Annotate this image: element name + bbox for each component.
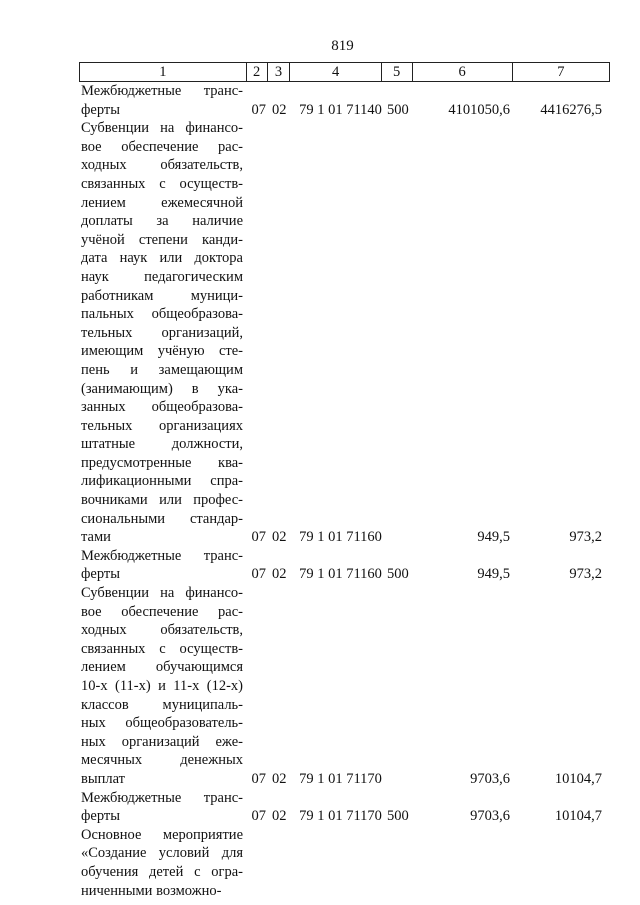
row-name-line: работникам муници-: [81, 287, 243, 304]
row-name-line: месячных денежных: [81, 752, 243, 769]
table-row: [81, 119, 621, 547]
row-values: [243, 101, 602, 120]
cell-c7: 10104,7: [554, 808, 602, 825]
column-header-2: 2: [246, 63, 267, 82]
cell-c4: 79 1 01 71160: [299, 566, 382, 583]
cell-c4: 79 1 01 71140: [299, 101, 382, 118]
cell-c2: 07: [251, 529, 266, 546]
cell-c7: 10104,7: [554, 770, 602, 787]
row-name-line: Межбюджетные транс-: [81, 789, 243, 806]
column-header-6: 6: [412, 63, 512, 82]
row-name-line: 10-х (11-х) и 11-х (12-х): [81, 678, 243, 694]
row-name-line: тельных организациях: [81, 417, 243, 434]
row-name-line: дата наук или доктора: [81, 250, 243, 267]
row-name-line: пень и замещающим: [81, 361, 243, 378]
row-name-line: связанных с осуществ-: [81, 175, 243, 192]
row-name-line: тами: [81, 529, 111, 546]
column-header-1: 1: [80, 63, 247, 82]
row-name: [81, 584, 243, 789]
cell-c4: 79 1 01 71160: [299, 529, 382, 546]
row-name-line: вое обеспечение рас-: [81, 603, 243, 620]
row-name: [81, 547, 243, 584]
column-header-table: [79, 62, 610, 82]
row-name-line: сиональными стандар-: [81, 510, 243, 527]
table-row: [81, 547, 621, 584]
cell-c6: 4101050,6: [448, 101, 510, 118]
row-name-line: лификационными спра-: [81, 473, 243, 490]
row-name-line: Межбюджетные транс-: [81, 547, 243, 564]
table-row: [81, 82, 621, 119]
row-name: [81, 119, 243, 547]
row-name-line: ходных обязательств,: [81, 622, 243, 639]
row-name: [81, 826, 243, 900]
row-name-line: штатные должности,: [81, 436, 243, 453]
row-values: [243, 528, 602, 547]
row-name-line: тельных организаций,: [81, 324, 243, 341]
row-name-line: вое обеспечение рас-: [81, 138, 243, 155]
row-name-line: ферты: [81, 808, 120, 825]
cell-c3: 02: [272, 566, 287, 583]
row-name-line: ферты: [81, 566, 120, 583]
row-name-line: обучения детей с огра-: [81, 863, 243, 880]
column-header-4: 4: [290, 63, 381, 82]
cell-c3: 02: [272, 808, 287, 825]
row-name-line: «Создание условий для: [81, 845, 243, 862]
row-name-line: Межбюджетные транс-: [81, 83, 243, 99]
row-name-line: лением обучающимся: [81, 659, 243, 676]
cell-c6: 9703,6: [470, 808, 510, 825]
row-name-line: учёной степени канди-: [81, 231, 243, 248]
cell-c5: 500: [387, 101, 409, 118]
row-name-line: Субвенции на финансо-: [81, 585, 243, 602]
row-name-line: Основное мероприятие: [81, 826, 243, 843]
cell-c6: 949,5: [477, 566, 510, 583]
row-name-line: (занимающим) в ука-: [81, 380, 243, 397]
budget-table-body: [81, 82, 621, 900]
table-row: [81, 584, 621, 789]
cell-c2: 07: [251, 566, 266, 583]
row-name-line: наук педагогическим: [81, 268, 243, 285]
cell-c6: 949,5: [477, 529, 510, 546]
table-row: [81, 789, 621, 826]
cell-c4: 79 1 01 71170: [299, 808, 382, 825]
row-name-line: ходных обязательств,: [81, 157, 243, 174]
row-name-line: ниченными возможно-: [81, 882, 222, 899]
row-name-line: вочниками или профес-: [81, 492, 243, 509]
cell-c3: 02: [272, 770, 287, 787]
cell-c7: 4416276,5: [540, 101, 602, 118]
cell-c2: 07: [251, 808, 266, 825]
row-name-line: связанных с осуществ-: [81, 640, 243, 657]
row-values: [243, 770, 602, 789]
row-name-line: имеющим учёную сте-: [81, 343, 243, 360]
row-name-line: предусмотренные ква-: [81, 454, 243, 471]
cell-c3: 02: [272, 529, 287, 546]
cell-c7: 973,2: [569, 566, 602, 583]
row-name-line: Субвенции на финансо-: [81, 120, 243, 137]
cell-c3: 02: [272, 101, 287, 118]
column-header-5: 5: [381, 63, 412, 82]
cell-c5: [384, 770, 420, 789]
page-number: 819: [331, 38, 354, 54]
cell-c7: 973,2: [569, 529, 602, 546]
row-name-line: классов муниципаль-: [81, 696, 243, 713]
row-name-line: ферты: [81, 101, 120, 118]
cell-c6: 9703,6: [470, 770, 510, 787]
column-header-3: 3: [267, 63, 290, 82]
row-name-line: пальных общеобразова-: [81, 306, 243, 323]
row-name-line: ных организаций еже-: [81, 733, 243, 750]
column-header-7: 7: [512, 63, 609, 82]
row-values: [243, 807, 602, 826]
cell-c5: [384, 528, 420, 547]
cell-c4: 79 1 01 71170: [299, 770, 382, 787]
row-name-line: выплат: [81, 770, 125, 787]
row-name-line: занных общеобразова-: [81, 399, 243, 416]
cell-c2: 07: [251, 101, 266, 118]
row-name-line: лением ежемесячной: [81, 194, 243, 211]
row-name-line: ных общеобразователь-: [81, 715, 243, 732]
table-row: [81, 826, 621, 900]
cell-c5: 500: [387, 566, 409, 583]
row-values: [243, 565, 602, 584]
cell-c5: 500: [387, 808, 409, 825]
row-name: [81, 789, 243, 826]
row-name-line: доплаты за наличие: [81, 213, 243, 230]
row-name: [81, 82, 243, 119]
cell-c2: 07: [251, 770, 266, 787]
